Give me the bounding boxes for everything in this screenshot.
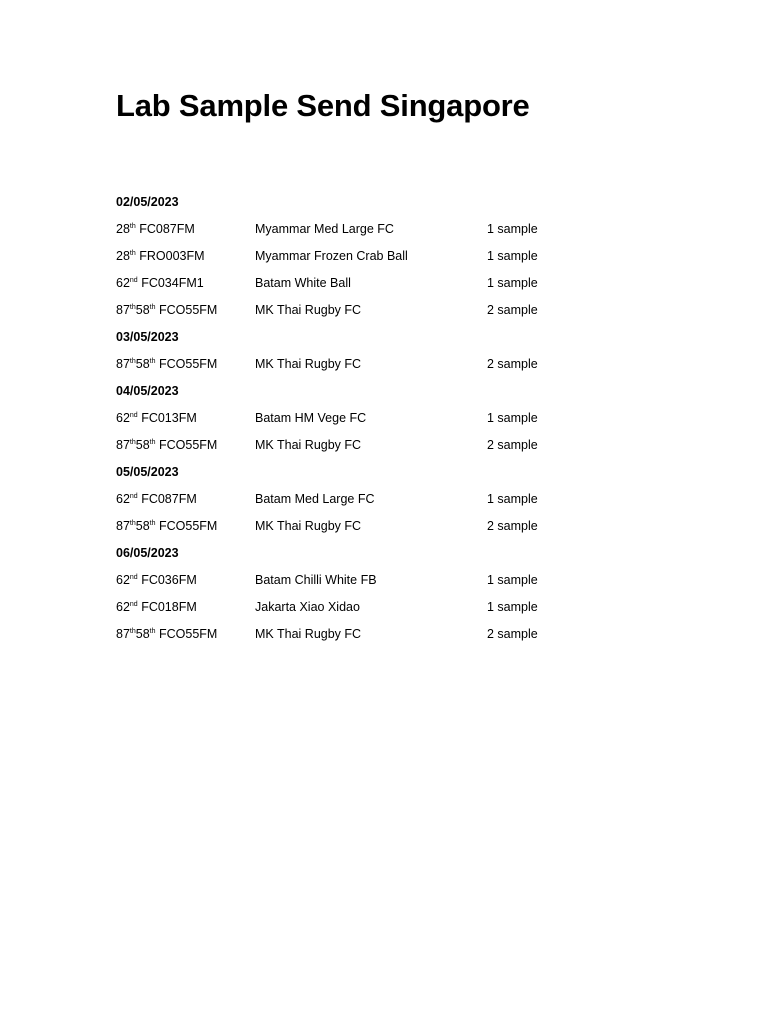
date-heading: 03/05/2023 [116,330,179,344]
line-number: 87 [116,357,130,371]
line-number: 58 [135,357,150,371]
sample-quantity: 2 sample [487,303,538,317]
product-name: Batam Chilli White FB [255,573,377,587]
ordinal-suffix: nd [129,493,138,500]
line-number: 62 [116,492,130,506]
product-code: FC087FM [141,492,197,506]
ordinal-suffix: th [129,358,136,365]
line-and-code [116,486,197,513]
product-code: FC087FM [139,222,195,236]
sample-quantity: 2 sample [487,438,538,452]
line-and-code [116,216,195,243]
product-name: MK Thai Rugby FC [255,627,362,641]
ordinal-suffix: th [129,439,136,446]
sample-row [116,216,676,243]
sample-row [116,405,676,432]
product-code: FC018FM [141,600,197,614]
sample-quantity: 1 sample [487,573,538,587]
product-code: FCO55FM [158,357,218,371]
ordinal-suffix: th [129,250,136,257]
sample-row [116,432,676,459]
product-name: MK Thai Rugby FC [255,519,362,533]
ordinal-suffix: th [149,358,156,365]
product-code: FRO003FM [139,249,205,263]
date-heading: 02/05/2023 [116,195,179,209]
line-number: 87 [116,519,130,533]
date-heading: 04/05/2023 [116,384,179,398]
sample-quantity: 2 sample [487,357,538,371]
sample-row [116,594,676,621]
sample-quantity: 2 sample [487,627,538,641]
line-and-code [116,513,217,540]
date-group [116,459,676,540]
line-number: 58 [135,519,150,533]
line-number: 87 [116,627,130,641]
sample-row [116,270,676,297]
product-name: Batam Med Large FC [255,492,375,506]
line-and-code [116,351,217,378]
sample-quantity: 1 sample [487,411,538,425]
line-and-code [116,432,217,459]
line-and-code [116,405,197,432]
date-heading: 05/05/2023 [116,465,179,479]
sample-entries [116,189,676,648]
product-code: FCO55FM [158,438,218,452]
line-number: 62 [116,573,130,587]
product-name: Batam White Ball [255,276,351,290]
ordinal-suffix: nd [129,574,138,581]
ordinal-suffix: th [129,304,136,311]
ordinal-suffix: nd [129,601,138,608]
ordinal-suffix: nd [129,277,138,284]
product-code: FCO55FM [158,303,218,317]
ordinal-suffix: th [129,628,136,635]
product-name: MK Thai Rugby FC [255,357,362,371]
sample-row [116,621,676,648]
sample-row [116,297,676,324]
document-title: Lab Sample Send Singapore [116,88,530,123]
line-and-code [116,567,197,594]
sample-row [116,513,676,540]
ordinal-suffix: th [149,628,156,635]
ordinal-suffix: th [129,520,136,527]
sample-row [116,351,676,378]
ordinal-suffix: nd [129,412,138,419]
line-number: 28 [116,249,130,263]
ordinal-suffix: th [149,520,156,527]
ordinal-suffix: th [149,439,156,446]
line-number: 87 [116,438,130,452]
date-group [116,324,676,378]
line-and-code [116,297,217,324]
sample-quantity: 1 sample [487,600,538,614]
line-number: 87 [116,303,130,317]
product-name: MK Thai Rugby FC [255,438,362,452]
line-number: 62 [116,411,130,425]
ordinal-suffix: th [129,223,136,230]
date-group [116,540,676,648]
line-and-code [116,270,204,297]
sample-row [116,243,676,270]
line-number: 62 [116,600,130,614]
product-code: FCO55FM [158,627,218,641]
sample-quantity: 2 sample [487,519,538,533]
product-name: Myammar Med Large FC [255,222,394,236]
line-and-code [116,594,197,621]
product-code: FC036FM [141,573,197,587]
product-code: FC013FM [141,411,197,425]
line-and-code [116,621,217,648]
product-name: Jakarta Xiao Xidao [255,600,360,614]
line-number: 28 [116,222,130,236]
line-number: 58 [135,438,150,452]
ordinal-suffix: th [149,304,156,311]
sample-quantity: 1 sample [487,222,538,236]
product-name: MK Thai Rugby FC [255,303,362,317]
product-code: FCO55FM [158,519,218,533]
date-group [116,378,676,459]
sample-quantity: 1 sample [487,492,538,506]
sample-row [116,486,676,513]
sample-quantity: 1 sample [487,276,538,290]
date-heading: 06/05/2023 [116,546,179,560]
sample-quantity: 1 sample [487,249,538,263]
product-name: Myammar Frozen Crab Ball [255,249,408,263]
date-group [116,189,676,324]
sample-row [116,567,676,594]
line-number: 62 [116,276,130,290]
line-number: 58 [135,627,150,641]
product-code: FC034FM1 [141,276,204,290]
line-and-code [116,243,205,270]
product-name: Batam HM Vege FC [255,411,367,425]
line-number: 58 [135,303,150,317]
